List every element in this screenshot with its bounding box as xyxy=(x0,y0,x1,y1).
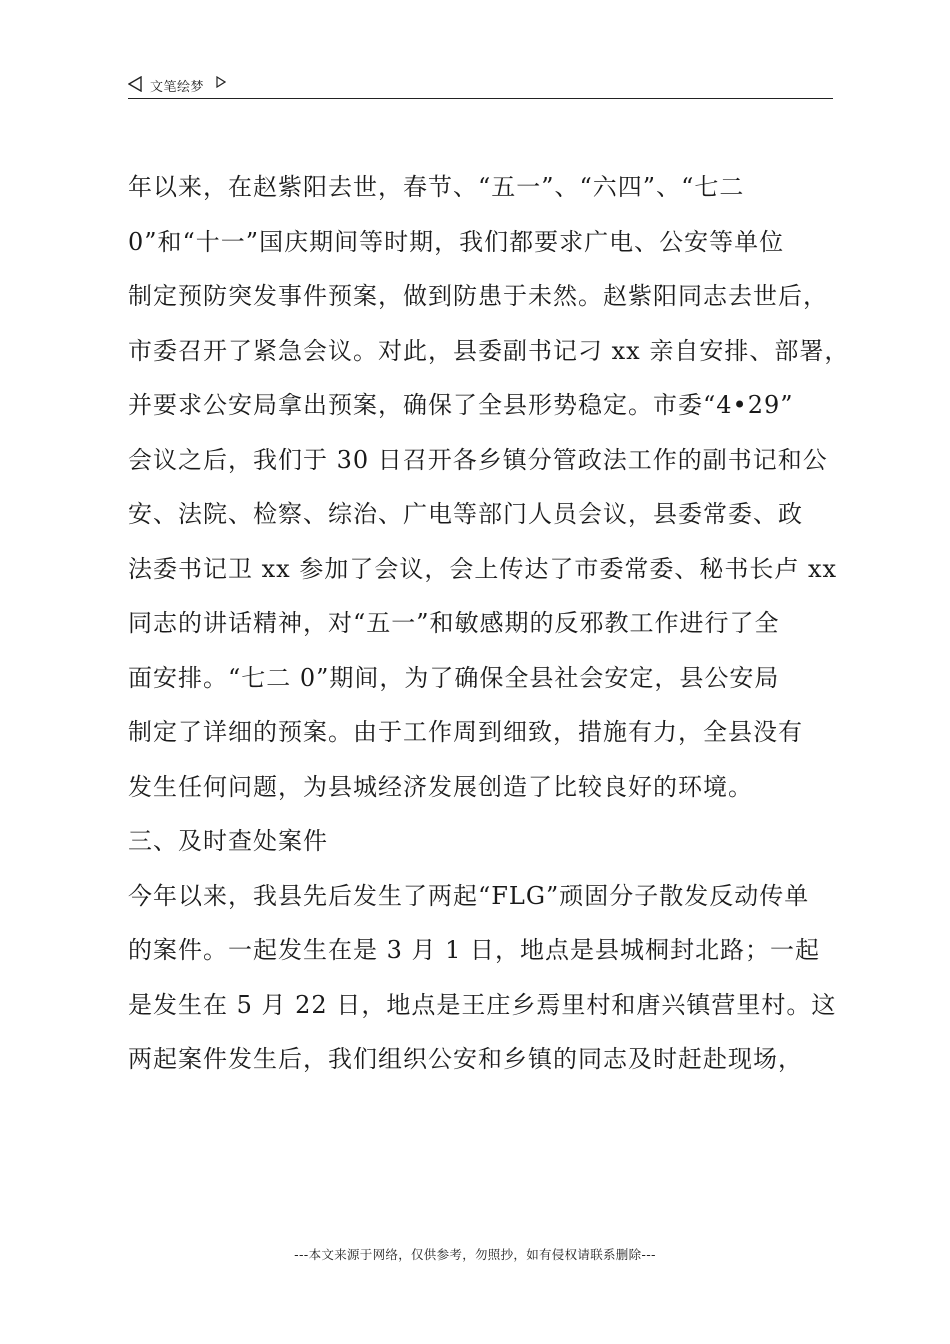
triangle-left-outline-icon xyxy=(128,76,142,92)
body-line: 发生任何问题，为县城经济发展创造了比较良好的环境。 xyxy=(128,772,753,801)
body-line: 今年以来，我县先后发生了两起“FLG”顽固分子散发反动传单 xyxy=(128,881,810,910)
body-line: 安、法院、检察、综治、广电等部门人员会议，县委常委、政 xyxy=(128,500,803,528)
body-line: 年以来，在赵紫阳去世，春节、“五一”、“六四”、“七二 xyxy=(128,173,745,201)
page-header xyxy=(128,74,833,99)
body-line: 会议之后，我们于 30 日召开各乡镇分管政法工作的副书记和公 xyxy=(128,445,828,474)
body-line: 是发生在 5 月 22 日，地点是王庄乡焉里村和唐兴镇营里村。这 xyxy=(128,990,837,1019)
section-heading: 三、及时查处案件 xyxy=(128,827,328,855)
body-line: 两起案件发生后，我们组织公安和乡镇的同志及时赶赴现场， xyxy=(128,1045,803,1073)
body-line: 0”和“十一”国庆期间等时期，我们都要求广电、公安等单位 xyxy=(128,227,785,256)
body-line: 的案件。一起发生在是 3 月 1 日，地点是县城桐封北路；一起 xyxy=(128,936,821,964)
footer-disclaimer: ---本文来源于网络，仅供参考，勿照抄，如有侵权请联系删除--- xyxy=(294,1247,656,1262)
body-line: 市委召开了紧急会议。对此，县委副书记刁 xx 亲自安排、部署， xyxy=(128,336,850,365)
body-line: 制定了详细的预案。由于工作周到细致，措施有力，全县没有 xyxy=(128,718,803,746)
triangle-right-outline-icon xyxy=(216,76,226,88)
body-line: 并要求公安局拿出预案，确保了全县形势稳定。市委“4•29” xyxy=(128,391,794,419)
header-title: 文笔绘梦 xyxy=(150,80,205,95)
document-body xyxy=(128,160,850,1087)
body-line: 法委书记卫 xx 参加了会议，会上传达了市委常委、秘书长卢 xx xyxy=(128,554,838,583)
body-line: 面安排。“七二 0”期间，为了确保全县社会安定，县公安局 xyxy=(128,663,780,692)
body-line: 制定预防突发事件预案，做到防患于未然。赵紫阳同志去世后， xyxy=(128,282,828,310)
body-line: 同志的讲话精神，对“五一”和敏感期的反邪教工作进行了全 xyxy=(128,609,780,637)
